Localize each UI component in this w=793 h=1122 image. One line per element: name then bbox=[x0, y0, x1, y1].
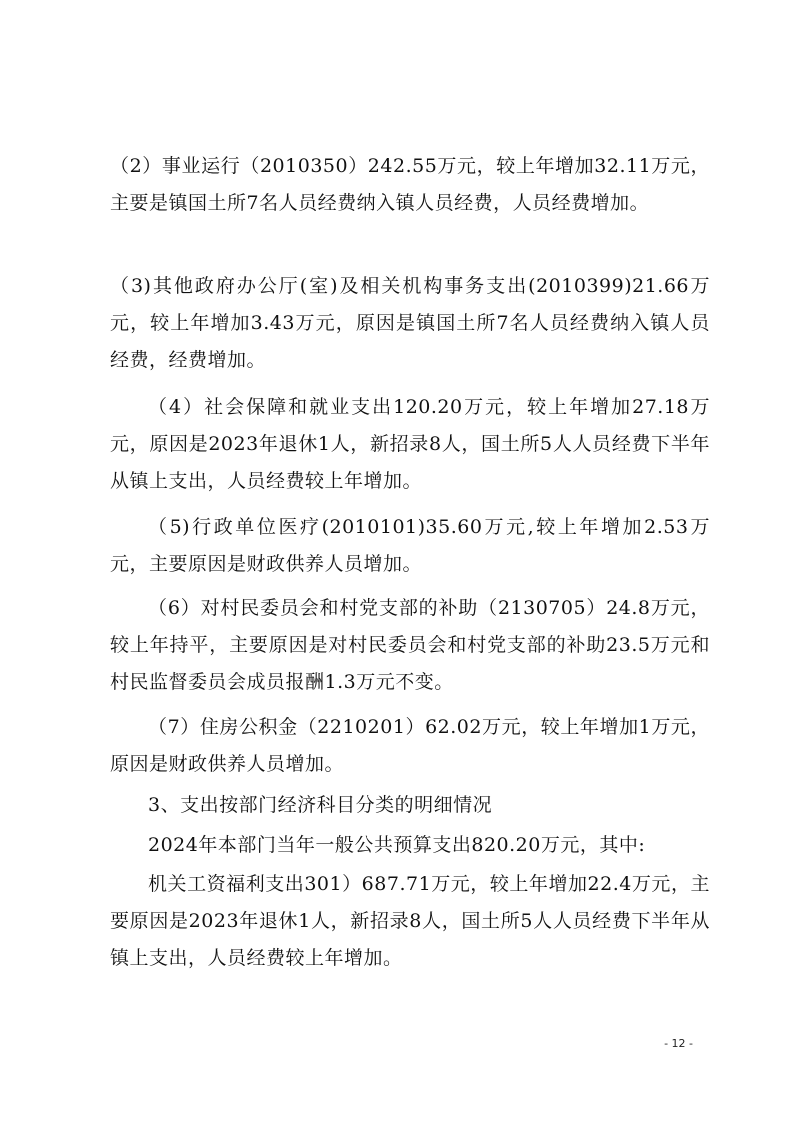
paragraph-item-3: （3)其他政府办公厅(室)及相关机构事务支出(2010399)21.66万元，较上年增加3.43万元，原因是镇国土所7名人员经费纳入镇人员经费，经费增加。 bbox=[110, 275, 710, 371]
paragraph-item-2: （2）事业运行（2010350）242.55万元，较上年增加32.11万元，主要是镇国土所7名人员经费纳入镇人员经费，人员经费增加。 bbox=[110, 155, 710, 214]
paragraph-item-6: （6）对村民委员会和村党支部的补助（2130705）24.8万元，较上年持平，主要原因是对村民委员会和村党支部的补助23.5万元和村民监督委员会成员报酬1.3万元不变。 bbox=[110, 597, 710, 693]
section-heading: 3、支出按部门经济科目分类的明细情况 bbox=[148, 794, 493, 816]
budget-summary-paragraph: 2024年本部门当年一般公共预算支出820.20万元，其中: bbox=[148, 834, 646, 856]
wage-welfare-paragraph: 机关工资福利支出301）687.71万元，较上年增加22.4万元，主要原因是2023年退休1人，新招录8人，国土所5人人员经费下半年从镇上支出，人员经费较上年增加。 bbox=[110, 873, 710, 969]
page-number: - 12 - bbox=[664, 1037, 693, 1050]
paragraph-item-7: （7）住房公积金（2210201）62.02万元，较上年增加1万元，原因是财政供养人员增加。 bbox=[110, 716, 710, 775]
paragraph-item-4: （4）社会保障和就业支出120.20万元，较上年增加27.18万元，原因是2023年退休1人，新招录8人，国土所5人人员经费下半年从镇上支出，人员经费较上年增加。 bbox=[110, 396, 710, 492]
paragraph-item-5: （5)行政单位医疗(2010101)35.60万元,较上年增加2.53万元，主要原因是财政供养人员增加。 bbox=[110, 516, 710, 575]
